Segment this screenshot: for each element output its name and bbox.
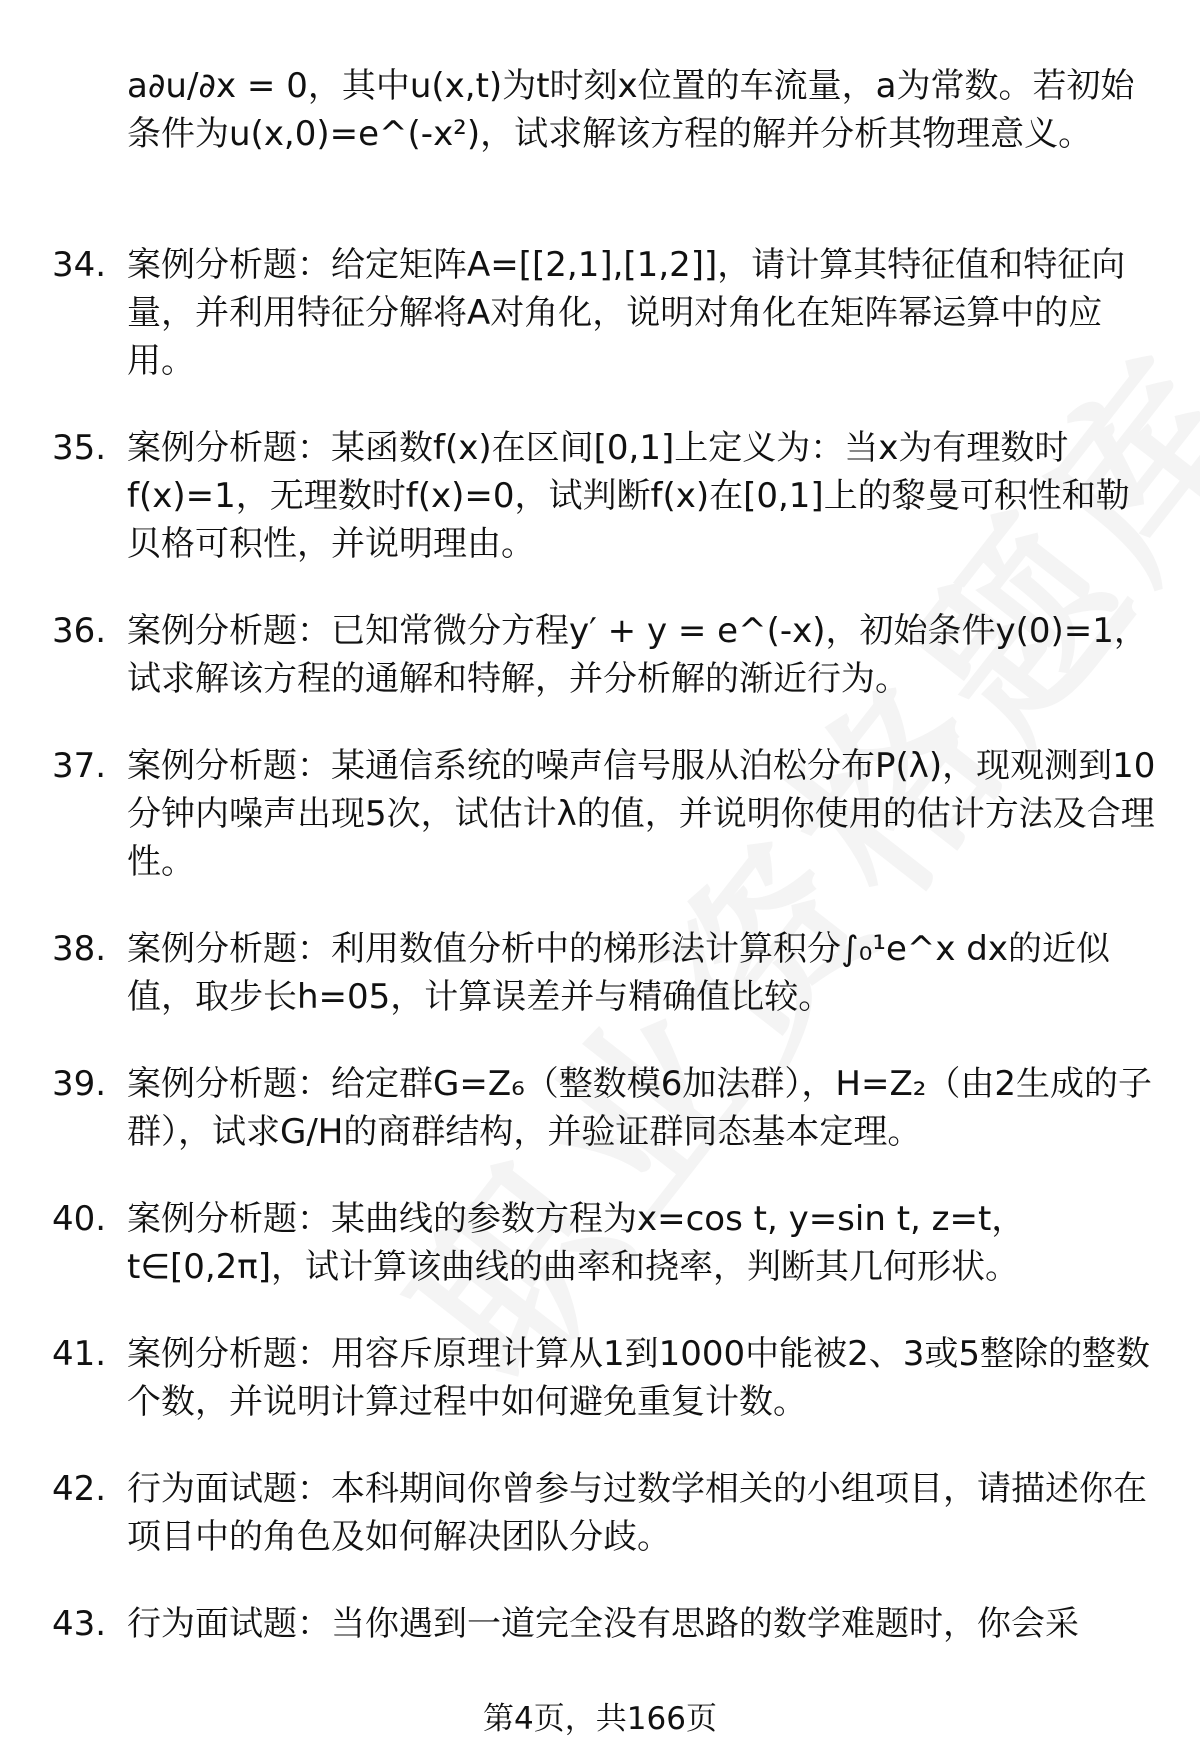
question-number: 43. <box>52 1604 107 1644</box>
question-item <box>0 1330 1200 1426</box>
question-text: 行为面试题：本科期间你曾参与过数学相关的小组项目，请描述你在项目中的角色及如何解决团队分歧。 <box>127 1469 1147 1557</box>
question-text: 案例分析题：给定群G=Z₆（整数模6加法群），H=Z₂（由2生成的子群），试求G/H的商群结构，并验证群同态基本定理。 <box>127 1064 1152 1152</box>
question-number: 37. <box>52 746 107 786</box>
question-item <box>0 925 1200 1021</box>
question-text: 行为面试题：当你遇到一道完全没有思路的数学难题时，你会采 <box>127 1604 1079 1644</box>
question-text: 案例分析题：给定矩阵A=[[2,1],[1,2]]，请计算其特征值和特征向量，并利用特征分解将A对角化，说明对角化在矩阵幂运算中的应用。 <box>127 245 1126 381</box>
page-footer: 第4页，共166页 <box>483 1701 717 1737</box>
question-list <box>0 241 1200 1648</box>
question-text: 案例分析题：某函数f(x)在区间[0,1]上定义为：当x为有理数时f(x)=1，无理数时f(x)=0，试判断f(x)在[0,1]上的黎曼可积性和勒贝格可积性，并说明理由。 <box>127 428 1130 564</box>
question-text: 案例分析题：某曲线的参数方程为x=cos t, y=sin t, z=t，t∈[0,2π]，试计算该曲线的曲率和挠率，判断其几何形状。 <box>127 1199 1026 1287</box>
question-number: 42. <box>52 1469 107 1509</box>
question-text: 案例分析题：用容斥原理计算从1到1000中能被2、3或5整除的整数个数，并说明计算过程中如何避免重复计数。 <box>127 1334 1151 1422</box>
question-number: 35. <box>52 428 107 468</box>
question-item <box>0 1060 1200 1156</box>
question-number: 41. <box>52 1334 107 1374</box>
question-item <box>0 1600 1200 1648</box>
question-item <box>0 1465 1200 1561</box>
question-item <box>0 607 1200 703</box>
question-number: 38. <box>52 929 107 969</box>
question-number: 36. <box>52 611 107 651</box>
question-number: 40. <box>52 1199 107 1239</box>
question-item <box>0 742 1200 886</box>
question-33-continuation: a∂u/∂x = 0，其中u(x,t)为t时刻x位置的车流量，a为常数。若初始条件为u(x,0)=e^(-x²)，试求解该方程的解并分析其物理意义。 <box>127 66 1135 154</box>
question-item <box>0 1195 1200 1291</box>
question-number: 34. <box>52 245 107 285</box>
question-number: 39. <box>52 1064 107 1104</box>
question-item <box>0 241 1200 385</box>
question-item <box>0 424 1200 568</box>
question-text: 案例分析题：已知常微分方程y′ + y = e^(-x)，初始条件y(0)=1，试求解该方程的通解和特解，并分析解的渐近行为。 <box>127 611 1148 699</box>
question-text: 案例分析题：利用数值分析中的梯形法计算积分∫₀¹e^x dx的近似值，取步长h=05，计算误差并与精确值比较。 <box>127 929 1111 1017</box>
question-text: 案例分析题：某通信系统的噪声信号服从泊松分布P(λ)，现观测到10分钟内噪声出现5次，试估计λ的值，并说明你使用的估计方法及合理性。 <box>127 746 1156 882</box>
